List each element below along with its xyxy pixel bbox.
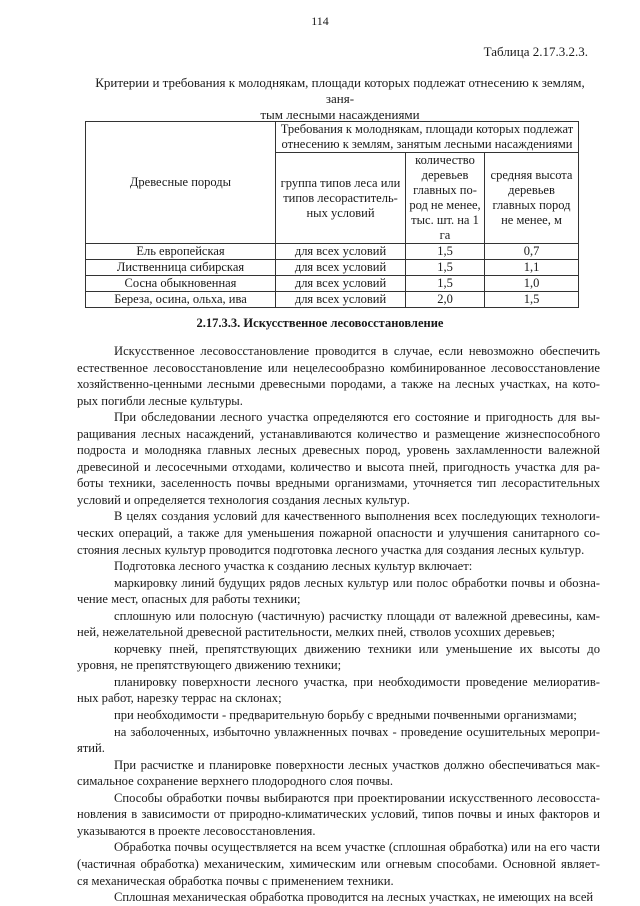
table-cell: Сосна обыкновенная (86, 276, 276, 292)
table-cell: 2,0 (406, 292, 485, 308)
paragraph (77, 343, 600, 409)
header-count: количество деревьев главных по-род не менее, тыс. шт. на 1 га (406, 153, 485, 244)
header-requirements: Требования к молоднякам, площади которых подлежат отнесению к землям, занятым лесными насаждениями (276, 122, 579, 153)
table-cell: 1,0 (485, 276, 579, 292)
table-row (86, 260, 579, 276)
paragraph (77, 608, 600, 641)
table-row (86, 292, 579, 308)
text-line: новления в зависимости от природно-климатических условий, типов почвы и иных факторов и (77, 807, 600, 822)
paragraph (77, 757, 600, 790)
text-line: Обработка почвы осуществляется на всем участке (сплошная обработка) или на его части (114, 840, 600, 855)
paragraph (77, 839, 600, 889)
table-cell: для всех условий (276, 276, 406, 292)
section-heading: 2.17.3.3. Искусственное лесовосстановление (196, 316, 444, 330)
text-line: ных работ, нарезку террас на склонах; (77, 691, 282, 706)
paragraph (77, 641, 600, 674)
criteria-table (85, 121, 579, 308)
text-line: подроста и молодняка главных лесных древесных пород, уровень захламленности валежной (77, 443, 600, 458)
text-line: стояния лесных культур проводится подготовка лесного участка для создания лесных культур. (77, 542, 585, 557)
text-line: При обследовании лесного участка определяются его состояние и пригодность для вы- (114, 410, 600, 425)
text-line: уровня, не препятствующего движению техники; (77, 658, 342, 673)
paragraph (77, 575, 600, 608)
text-line: на заболоченных, избыточно увлажненных почвах - проведение осушительных меропри- (114, 724, 600, 739)
table-cell: Лиственница сибирская (86, 260, 276, 276)
text-line: ращивания лесных насаждений, устанавливаются количество и размещение жизнеспособного (77, 426, 600, 441)
table-cell: 1,5 (485, 292, 579, 308)
table-cell: 1,5 (406, 276, 485, 292)
text-line: ятий. (77, 741, 105, 756)
page-number: 114 (311, 14, 329, 28)
header-species: Древесные породы (86, 122, 276, 244)
paragraph (77, 508, 600, 558)
text-line: хозяйственно-ценными лесными древесными породами, а также на лесных участках, на кото- (77, 377, 600, 392)
caption-line: Критерии и требования к молоднякам, площади которых подлежат отнесению к землям, заня- (95, 75, 585, 106)
table-cell: для всех условий (276, 260, 406, 276)
text-line: планировку поверхности лесного участка, при необходимости проведение мелиоратив- (114, 674, 600, 689)
header-height: средняя высота деревьев главных пород не менее, м (485, 153, 579, 244)
text-line: естественное лесовосстановление или нецелесообразно комбинированное лесовосстановление (77, 360, 600, 375)
table-label: Таблица 2.17.3.2.3. (483, 44, 588, 59)
text-line: указываются в проекте лесовосстановления. (77, 823, 316, 838)
table-cell: Береза, осина, ольха, ива (86, 292, 276, 308)
table-cell: 1,1 (485, 260, 579, 276)
table-row (86, 276, 579, 292)
table-cell: Ель европейская (86, 244, 276, 260)
table-cell: 1,5 (406, 260, 485, 276)
text-line: симальное сохранение верхнего плодородного слоя почвы. (77, 774, 393, 789)
paragraph (77, 409, 600, 508)
paragraph (77, 707, 600, 724)
paragraph (77, 674, 600, 707)
table-cell: для всех условий (276, 244, 406, 260)
text-line: боты техники, заселенность почвы вредными организмами, уточняется тип лесорастительных (77, 476, 600, 491)
text-line: Искусственное лесовосстановление проводится в случае, если невозможно обеспечить (114, 344, 600, 358)
text-line: ческих операций, а также для уменьшения пожарной опасности и улучшения санитарного со- (77, 526, 600, 541)
table-cell: 1,5 (406, 244, 485, 260)
text-line: древесиной и лесосечными отходами, количество и высота пней, пригодность участка для ра- (77, 459, 600, 474)
table-cell: 0,7 (485, 244, 579, 260)
table-caption (80, 75, 600, 123)
text-line: ся механическая обработка почвы с применением техники. (77, 873, 394, 888)
text-line: рых погибли лесные культуры. (77, 393, 243, 408)
text-line: корчевку пней, препятствующих движению техники или уменьшение их высоты до (114, 641, 600, 656)
text-line: сплошную или полосную (частичную) расчистку площади от валежной древесины, кам- (114, 608, 600, 623)
paragraph (77, 790, 600, 840)
text-line: (частичная обработка) механическим, химическим или огневым способами. Основной являет- (77, 856, 600, 871)
text-line: При расчистке и планировке поверхности лесных участков должно обеспечиваться мак- (114, 757, 600, 772)
text-line: Подготовка лесного участка к созданию лесных культур включает: (114, 559, 473, 574)
table-cell: для всех условий (276, 292, 406, 308)
paragraph (77, 558, 600, 575)
text-line: чение мест, опасных для работы техники; (77, 592, 301, 607)
header-group: группа типов леса или типов лесораститель-ных условий (276, 153, 406, 244)
text-line: условий и определяется технология создания лесных культур. (77, 492, 410, 507)
body-text (77, 343, 600, 906)
caption-line: тым лесными насаждениями (260, 107, 420, 122)
text-line: маркировку линий будущих рядов лесных культур или полос обработки почвы и обозна- (114, 575, 600, 590)
text-line: ней, нежелательной древесной растительности, мелких пней, стволов усохших деревьев; (77, 625, 555, 640)
text-line: Сплошная механическая обработка проводится на лесных участках, не имеющих на всей (114, 890, 594, 905)
text-line: при необходимости - предварительную борьбу с вредными почвенными организмами; (114, 708, 577, 723)
paragraph (77, 724, 600, 757)
text-line: Способы обработки почвы выбираются при проектировании искусственного лесовосста- (114, 790, 600, 805)
table-row (86, 244, 579, 260)
text-line: В целях создания условий для качественного выполнения всех последующих технологи- (114, 509, 600, 524)
paragraph (77, 889, 600, 906)
